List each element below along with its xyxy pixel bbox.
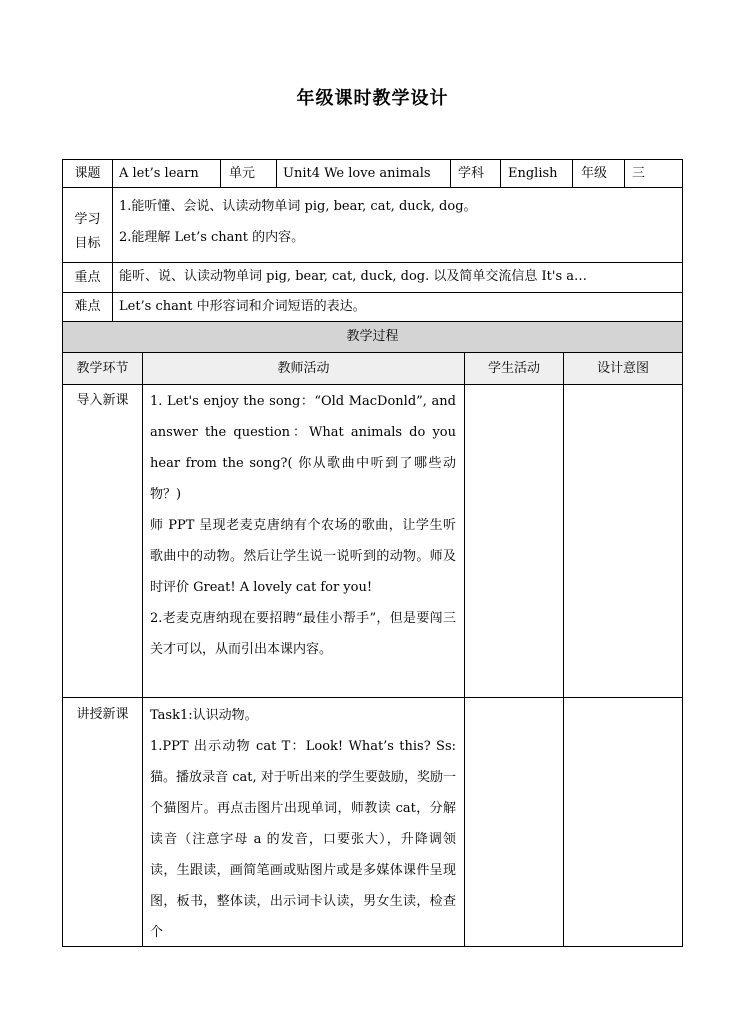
row-divider bbox=[62, 321, 683, 322]
column-header-stage: 教学环节 bbox=[76, 361, 129, 376]
table-border-right bbox=[682, 159, 683, 947]
unit-value: Unit4 We love animals bbox=[283, 166, 431, 181]
teacher-activity bbox=[150, 700, 456, 946]
column-header-student: 学生活动 bbox=[487, 361, 540, 376]
goal-item: 1.能听懂、会说、认读动物单词 pig, bear, cat, duck, dog。 bbox=[119, 199, 477, 214]
goals-label-line-1: 学习 bbox=[74, 212, 101, 227]
stage-label: 讲授新课 bbox=[76, 707, 129, 722]
process-header: 教学过程 bbox=[346, 329, 399, 344]
table-border-top bbox=[62, 159, 683, 160]
topic-label: 课题 bbox=[74, 166, 101, 181]
stage-label: 导入新课 bbox=[76, 393, 129, 408]
column-header-teacher: 教师活动 bbox=[277, 361, 330, 376]
difficulties-label: 难点 bbox=[74, 299, 101, 314]
key-points-text: 能听、说、认读动物单词 pig, bear, cat, duck, dog. 以及简单交流信息 It's a… bbox=[119, 269, 588, 284]
teacher-paragraph: Task1:认识动物。 bbox=[150, 708, 258, 723]
teacher-paragraph: 1. Let's enjoy the song：“Old MacDonld”, and answer the question：What animals do you hear from the song?( 你从歌曲中听到了哪些动物？) bbox=[150, 394, 456, 502]
subject-label: 学科 bbox=[458, 166, 485, 181]
column-header-intent: 设计意图 bbox=[596, 361, 649, 376]
goal-item: 2.能理解 Let’s chant 的内容。 bbox=[119, 230, 305, 245]
goals-label-line-2: 目标 bbox=[74, 236, 101, 251]
row-divider bbox=[62, 697, 683, 698]
col-divider bbox=[572, 159, 573, 187]
subject-value: English bbox=[508, 166, 558, 181]
teacher-paragraph: 师 PPT 呈现老麦克唐纳有个农场的歌曲，让学生听歌曲中的动物。然后让学生说一说听到的动物。师及时评价 Great! A lovely cat for you! bbox=[150, 518, 456, 595]
col-divider bbox=[464, 352, 465, 947]
key-points-label: 重点 bbox=[74, 270, 101, 285]
col-divider bbox=[220, 159, 221, 187]
topic-value: A let’s learn bbox=[119, 166, 199, 181]
grade-value: 三 bbox=[632, 166, 646, 181]
teacher-paragraph: 2.老麦克唐纳现在要招聘“最佳小帮手”，但是要闯三关才可以，从而引出本课内容。 bbox=[150, 611, 456, 657]
document-title: 年级课时教学设计 bbox=[296, 88, 449, 109]
grade-label: 年级 bbox=[581, 166, 608, 181]
teacher-paragraph: 1.PPT 出示动物 cat T：Look! What’s this? Ss: 猫。播放录音 cat, 对于听出来的学生要鼓励，奖励一个猫图片。再点击图片出现单词，师教读 cat，分解读音（注意字母 a 的发音，口要张大），升降调领读，生跟读，画简笔画或贴图片或是多媒体课件呈现图，板书，整体读，出示词卡认读，男女生读，检查个 bbox=[150, 739, 456, 940]
row-divider bbox=[62, 384, 683, 385]
col-divider bbox=[500, 159, 501, 187]
col-divider bbox=[450, 159, 451, 187]
col-divider bbox=[142, 352, 143, 947]
row-divider bbox=[62, 292, 683, 293]
difficulties-text: Let’s chant 中形容词和介词短语的表达。 bbox=[119, 299, 366, 314]
col-divider bbox=[112, 159, 113, 321]
goals-label bbox=[63, 208, 112, 256]
teacher-activity bbox=[150, 386, 456, 665]
unit-label: 单元 bbox=[229, 166, 256, 181]
row-divider bbox=[62, 262, 683, 263]
row-divider bbox=[62, 187, 683, 188]
col-divider bbox=[276, 159, 277, 187]
row-divider bbox=[62, 352, 683, 353]
table-border-bottom bbox=[62, 946, 683, 947]
col-divider bbox=[563, 352, 564, 947]
col-divider bbox=[624, 159, 625, 187]
